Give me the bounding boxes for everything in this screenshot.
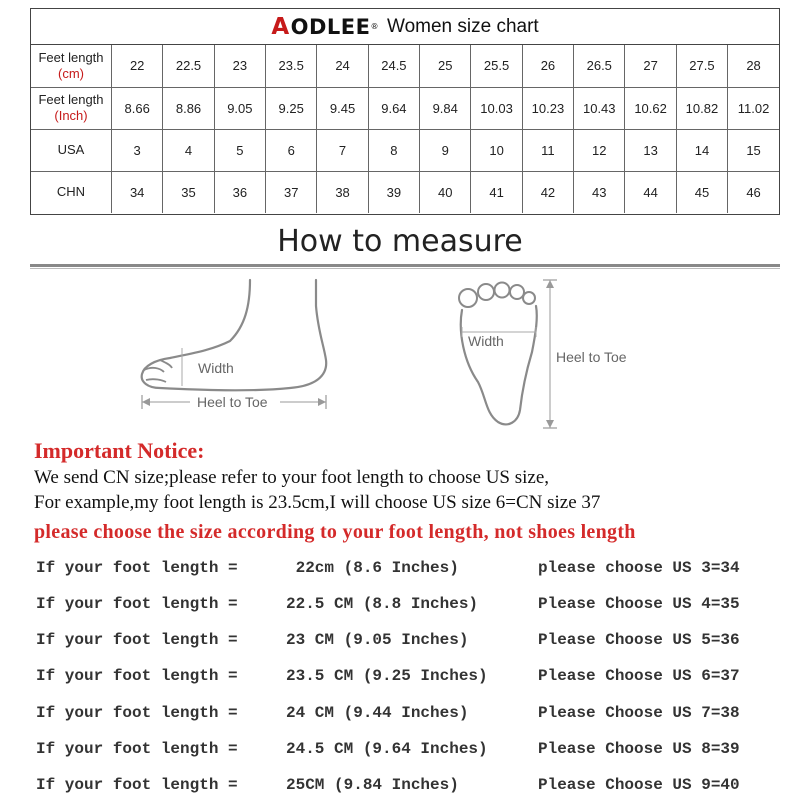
brand-registered: ® — [370, 22, 379, 31]
toe-1 — [459, 289, 477, 307]
brand-mark: A — [271, 13, 290, 40]
notice-warning: please choose the size according to your foot length, not shoes length — [34, 521, 636, 543]
cell: 38 — [317, 171, 368, 213]
cell: 5 — [214, 129, 265, 171]
cell: 10.62 — [625, 87, 676, 129]
cell: 22.5 — [163, 45, 214, 87]
guide-prefix: If your foot length = — [36, 559, 238, 577]
chart-title — [31, 9, 779, 45]
row-label: USA — [57, 142, 85, 157]
guide-length: 23 CM (9.05 Inches) — [286, 631, 469, 649]
cell: 15 — [728, 129, 779, 171]
cell: 23 — [214, 45, 265, 87]
cell: 10.23 — [522, 87, 573, 129]
toe-3 — [495, 283, 510, 298]
cell: 10 — [471, 129, 522, 171]
divider — [30, 264, 780, 267]
top-foot-illustration — [440, 272, 650, 432]
cell: 28 — [728, 45, 779, 87]
guide-length: 24 CM (9.44 Inches) — [286, 704, 469, 722]
chart-subtitle: Women size chart — [386, 15, 539, 37]
cell: 9 — [420, 129, 471, 171]
guide-prefix: If your foot length = — [36, 704, 238, 722]
cell: 37 — [266, 171, 317, 213]
side-width-label: Width — [198, 360, 234, 376]
cell: 10.43 — [574, 87, 625, 129]
guide-row — [36, 631, 800, 661]
guide-length: 22cm (8.6 Inches) — [286, 559, 459, 577]
size-chart — [30, 8, 780, 215]
cell: 22 — [112, 45, 163, 87]
cell: 11 — [522, 129, 573, 171]
cell: 27 — [625, 45, 676, 87]
brand-logo — [271, 14, 379, 40]
guide-prefix: If your foot length = — [36, 776, 238, 794]
side-foot-illustration — [130, 276, 340, 426]
top-foot-outline — [461, 306, 537, 424]
guide-choice: Please Choose US 7=38 — [538, 704, 740, 722]
guide-choice: Please Choose US 5=36 — [538, 631, 740, 649]
cell: 25 — [420, 45, 471, 87]
row-label: Feet length — [38, 92, 104, 107]
cell: 44 — [625, 171, 676, 213]
cell: 8.86 — [163, 87, 214, 129]
row-header — [31, 45, 112, 87]
guide-choice: please choose US 3=34 — [538, 559, 740, 577]
guide-prefix: If your foot length = — [36, 595, 238, 613]
cell: 8.66 — [112, 87, 163, 129]
cell: 23.5 — [266, 45, 317, 87]
guide-length: 22.5 CM (8.8 Inches) — [286, 595, 479, 613]
notice-line-2: For example,my foot length is 23.5cm,I will choose US size 6=CN size 37 — [34, 492, 601, 513]
cell: 39 — [368, 171, 419, 213]
cell: 46 — [746, 184, 761, 200]
cell: 24.5 — [368, 45, 419, 87]
guide-row — [36, 776, 800, 806]
guide-row — [36, 667, 800, 697]
cell: 7 — [317, 129, 368, 171]
notice-title: Important Notice: — [34, 438, 205, 463]
cell: 42 — [522, 171, 573, 213]
cell: 9.45 — [317, 87, 368, 129]
guide-row — [36, 559, 800, 589]
toe-5 — [523, 292, 535, 304]
guide-prefix: If your foot length = — [36, 631, 238, 649]
cell: 26 — [522, 45, 573, 87]
cell: 34 — [112, 171, 163, 213]
cell: 9.84 — [420, 87, 471, 129]
cell: 24 — [317, 45, 368, 87]
top-width-label: Width — [468, 333, 504, 349]
cell: 11.02 — [728, 87, 779, 129]
cell: 9.05 — [214, 87, 265, 129]
measure-title: How to measure — [277, 224, 523, 259]
row-label: CHN — [56, 184, 86, 200]
guide-length: 24.5 CM (9.64 Inches) — [286, 740, 488, 758]
row-header — [31, 87, 112, 129]
cell: 26.5 — [574, 45, 625, 87]
cell: 40 — [420, 171, 471, 213]
cell: 45 — [676, 171, 727, 213]
guide-row — [36, 595, 800, 625]
cell: 10.03 — [471, 87, 522, 129]
guide-length: 25CM (9.84 Inches) — [286, 776, 459, 794]
row-feet-length-inch — [31, 87, 779, 129]
row-unit: (Inch) — [54, 108, 88, 123]
guide-choice: Please Choose US 9=40 — [538, 776, 740, 794]
row-chn — [31, 171, 779, 213]
cell: 13 — [625, 129, 676, 171]
row-unit: (cm) — [58, 65, 84, 81]
cell: 8 — [368, 129, 419, 171]
cell: 43 — [574, 171, 625, 213]
cell: 10.82 — [676, 87, 727, 129]
brand-name: ODLEE — [290, 14, 371, 39]
row-header — [31, 129, 112, 171]
cell: 36 — [214, 171, 265, 213]
side-length-label: Heel to Toe — [197, 394, 268, 410]
side-foot-outline — [142, 280, 327, 390]
cell: 14 — [676, 129, 727, 171]
cell: 9.25 — [266, 87, 317, 129]
side-toes — [144, 360, 172, 382]
row-label: Feet length — [38, 49, 104, 65]
guide-row — [36, 704, 800, 734]
cell: 9.64 — [368, 87, 419, 129]
cell: 41 — [471, 171, 522, 213]
size-table — [31, 45, 779, 213]
cell: 6 — [266, 129, 317, 171]
guide-length: 23.5 CM (9.25 Inches) — [286, 667, 488, 685]
cell: 3 — [112, 129, 163, 171]
guide-row — [36, 740, 800, 770]
cell: 25.5 — [471, 45, 522, 87]
guide-choice: Please Choose US 6=37 — [538, 667, 740, 685]
row-header — [31, 171, 112, 213]
notice-line-1: We send CN size;please refer to your foot length to choose US size, — [34, 467, 550, 488]
guide-choice: Please Choose US 4=35 — [538, 595, 740, 613]
guide-prefix: If your foot length = — [36, 667, 238, 685]
top-length-label: Heel to Toe — [556, 349, 627, 365]
cell: 12 — [574, 129, 625, 171]
guide-choice: Please Choose US 8=39 — [538, 740, 740, 758]
cell: 4 — [163, 129, 214, 171]
guide-prefix: If your foot length = — [36, 740, 238, 758]
toe-4 — [510, 285, 524, 299]
row-usa — [31, 129, 779, 171]
divider-thin — [30, 268, 780, 269]
row-feet-length-cm — [31, 45, 779, 87]
toe-2 — [478, 284, 494, 300]
cell: 27.5 — [676, 45, 727, 87]
cell: 35 — [163, 171, 214, 213]
